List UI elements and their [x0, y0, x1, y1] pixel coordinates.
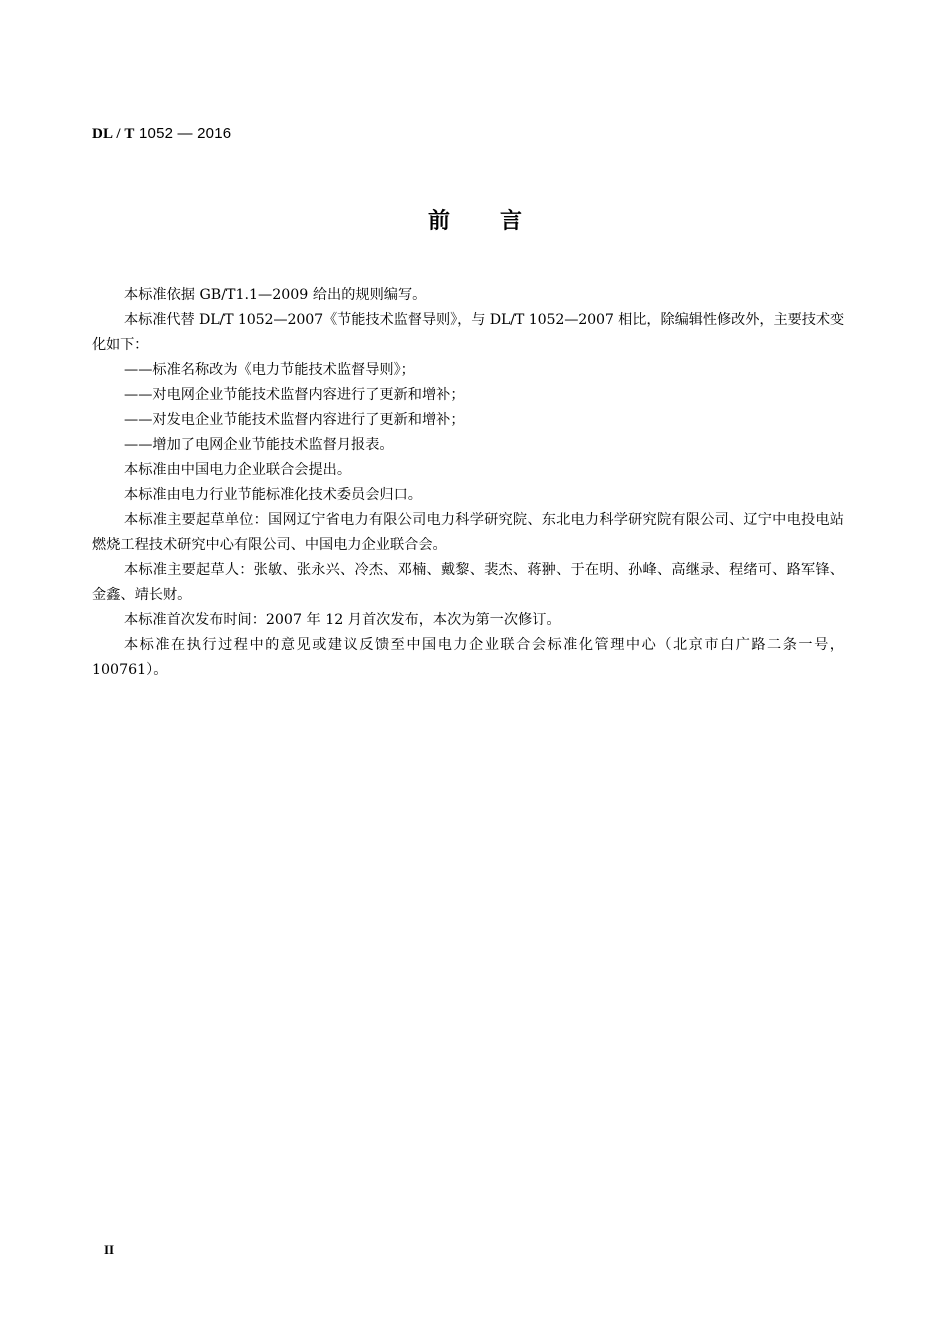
page-header	[92, 125, 231, 143]
list-item: ——标准名称改为《电力节能技术监督导则》；	[124, 362, 415, 378]
list-item: ——对电网企业节能技术监督内容进行了更新和增补；	[124, 387, 465, 403]
foreword-body	[92, 283, 844, 683]
paragraph: 本标准在执行过程中的意见或建议反馈至中国电力企业联合会标准化管理中心（北京市白广路二条一号，100761）。	[92, 637, 844, 678]
list-item: ——增加了电网企业节能技术监督月报表。	[124, 437, 394, 453]
paragraph: 本标准代替 DL/T 1052—2007《节能技术监督导则》，与 DL/T 1052—2007 相比，除编辑性修改外，主要技术变化如下：	[92, 312, 844, 353]
paragraph: 本标准由中国电力企业联合会提出。	[124, 462, 352, 478]
title-char-1: 前	[427, 208, 450, 234]
paragraph: 本标准依据 GB/T1.1—2009 给出的规则编写。	[124, 287, 427, 303]
list-item: ——对发电企业节能技术监督内容进行了更新和增补；	[124, 412, 465, 428]
standard-code-number: 1052 — 2016	[139, 125, 232, 142]
standard-code-prefix: DL / T	[92, 126, 135, 142]
paragraph: 本标准由电力行业节能标准化技术委员会归口。	[124, 487, 422, 503]
page-title	[0, 204, 950, 235]
page-number: II	[104, 1242, 115, 1257]
paragraph: 本标准主要起草单位：国网辽宁省电力有限公司电力科学研究院、东北电力科学研究院有限公司、辽宁中电投电站燃烧工程技术研究中心有限公司、中国电力企业联合会。	[92, 512, 844, 553]
paragraph: 本标准首次发布时间：2007 年 12 月首次发布，本次为第一次修订。	[124, 612, 561, 628]
paragraph: 本标准主要起草人：张敏、张永兴、冷杰、邓楠、戴黎、裴杰、蒋翀、于在明、孙峰、高继录、程绪可、路军锋、金鑫、靖长财。	[92, 562, 844, 603]
title-char-2: 言	[500, 208, 523, 234]
